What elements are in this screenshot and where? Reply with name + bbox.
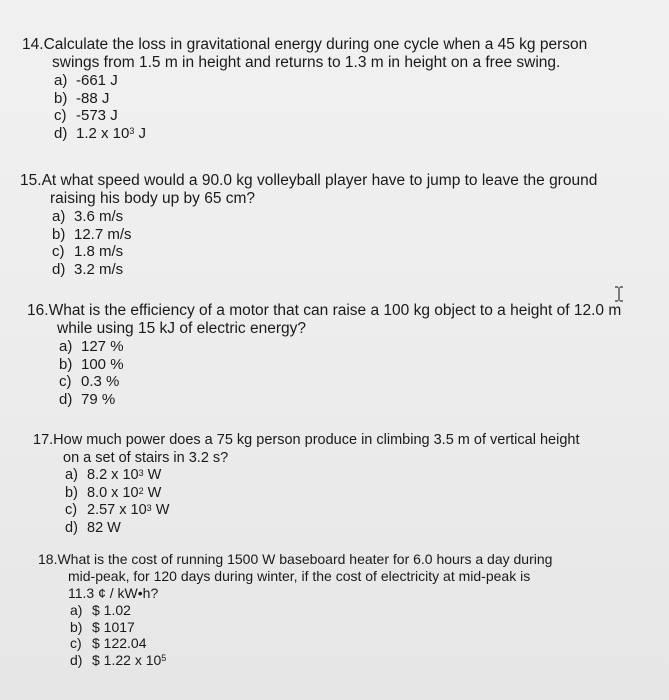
option-letter: d): [65, 519, 78, 536]
option-letter: c): [70, 635, 82, 651]
question-17: [33, 431, 579, 537]
question-text-line: Calculate the loss in gravitational energy during one cycle when a 45 kg person: [43, 36, 588, 53]
option-letter: c): [65, 502, 78, 518]
option-text: $ 1.02: [92, 602, 131, 618]
option-letter: a): [70, 602, 83, 618]
option-text: 1.8 m/s: [74, 243, 124, 260]
option-text: -88 J: [76, 89, 110, 107]
answer-option: [59, 356, 621, 374]
option-letter: b): [70, 618, 83, 635]
option-text: 3.2 m/s: [74, 260, 124, 278]
option-text: 100 %: [81, 355, 124, 373]
option-text: 0.3 %: [81, 373, 120, 390]
question-text-line: 11.3 ¢ / kW•h?: [68, 585, 159, 601]
option-letter: a): [52, 208, 66, 225]
question-stem: [22, 36, 587, 54]
question-stem: [20, 172, 597, 190]
option-letter: c): [59, 373, 72, 390]
option-unit: J: [134, 124, 147, 142]
option-text: 8.0 x 10: [87, 484, 139, 501]
option-exponent: 5: [161, 652, 167, 663]
option-unit: W: [143, 467, 162, 483]
question-text-line: How much power does a 75 kg person produce in climbing 3.5 m of vertical height: [53, 432, 580, 448]
answer-option: [52, 261, 597, 279]
question-number: 17.: [33, 432, 54, 448]
option-text: 79 %: [81, 390, 116, 408]
question-text-line: mid-peak, for 120 days during winter, if the cost of electricity at mid-peak is: [68, 568, 531, 584]
answer-options: [33, 467, 579, 537]
answer-option: [65, 520, 579, 538]
question-text-line: on a set of stairs in 3.2 s?: [63, 450, 229, 466]
answer-option: [52, 208, 597, 226]
answer-option: [65, 467, 579, 485]
option-exponent: 2: [138, 485, 144, 496]
answer-option: [70, 635, 552, 652]
option-text: 2.57 x 10: [87, 502, 147, 518]
option-exponent: 3: [129, 125, 135, 136]
question-number: 15.: [20, 172, 42, 189]
question-text-line: What is the efficiency of a motor that can raise a 100 kg object to a height of 12.0 m: [48, 302, 622, 319]
answer-option: [52, 226, 597, 244]
answer-option: [59, 373, 621, 391]
answer-option: [70, 652, 552, 669]
option-letter: a): [59, 338, 73, 355]
answer-option: [54, 90, 587, 108]
question-text-line: while using 15 kJ of electric energy?: [57, 320, 306, 337]
option-letter: c): [52, 243, 65, 260]
text-cursor-icon: [614, 286, 624, 305]
answer-option: [65, 485, 579, 503]
option-unit: W: [143, 484, 162, 501]
question-stem: [33, 431, 579, 449]
question-text-line: What is the cost of running 1500 W baseboard heater for 6.0 hours a day during: [57, 551, 553, 567]
option-letter: a): [65, 467, 78, 483]
option-unit: W: [151, 502, 170, 518]
option-letter: b): [59, 355, 73, 373]
option-text: $ 1017: [92, 618, 135, 635]
option-letter: b): [65, 484, 78, 501]
answer-option: [70, 602, 552, 619]
question-15: [20, 172, 597, 278]
option-letter: b): [52, 225, 66, 243]
option-exponent: 3: [138, 468, 144, 478]
option-letter: d): [59, 390, 73, 408]
answer-option: [70, 619, 552, 636]
answer-option: [59, 391, 621, 409]
option-letter: b): [54, 89, 68, 107]
answer-option: [65, 502, 579, 520]
option-text: 8.2 x 10: [87, 467, 139, 483]
option-text: 82 W: [87, 519, 121, 536]
option-text: $ 122.04: [92, 635, 147, 651]
question-text-line: At what speed would a 90.0 kg volleyball player have to jump to leave the ground: [41, 172, 598, 189]
option-letter: d): [52, 260, 66, 278]
question-14: [22, 36, 587, 142]
answer-option: [59, 338, 621, 356]
answer-option: [54, 72, 587, 90]
answer-option: [52, 243, 597, 261]
question-number: 14.: [22, 36, 44, 53]
option-text: $ 1.22 x 10: [92, 651, 162, 668]
answer-options: [22, 72, 587, 142]
question-16: [27, 302, 621, 408]
option-letter: a): [54, 72, 68, 89]
option-letter: c): [54, 107, 67, 124]
question-text-line: swings from 1.5 m in height and returns to 1.3 m in height on a free swing.: [52, 54, 561, 71]
answer-option: [54, 125, 587, 143]
question-number: 16.: [27, 302, 49, 319]
question-number: 18.: [38, 551, 58, 567]
answer-options: [38, 602, 552, 668]
question-stem: [38, 551, 552, 568]
answer-options: [27, 338, 621, 408]
option-text: -661 J: [76, 72, 118, 89]
option-exponent: 3: [146, 503, 152, 513]
question-stem: [27, 302, 621, 320]
option-text: 1.2 x 10: [76, 124, 130, 142]
answer-option: [54, 107, 587, 125]
answer-options: [20, 208, 597, 278]
option-letter: d): [54, 124, 68, 142]
option-text: -573 J: [76, 107, 118, 124]
option-text: 127 %: [81, 338, 124, 355]
question-18: [38, 551, 552, 668]
option-text: 3.6 m/s: [74, 208, 124, 225]
option-text: 12.7 m/s: [74, 225, 132, 243]
option-letter: d): [70, 651, 83, 668]
question-text-line: raising his body up by 65 cm?: [50, 190, 256, 207]
